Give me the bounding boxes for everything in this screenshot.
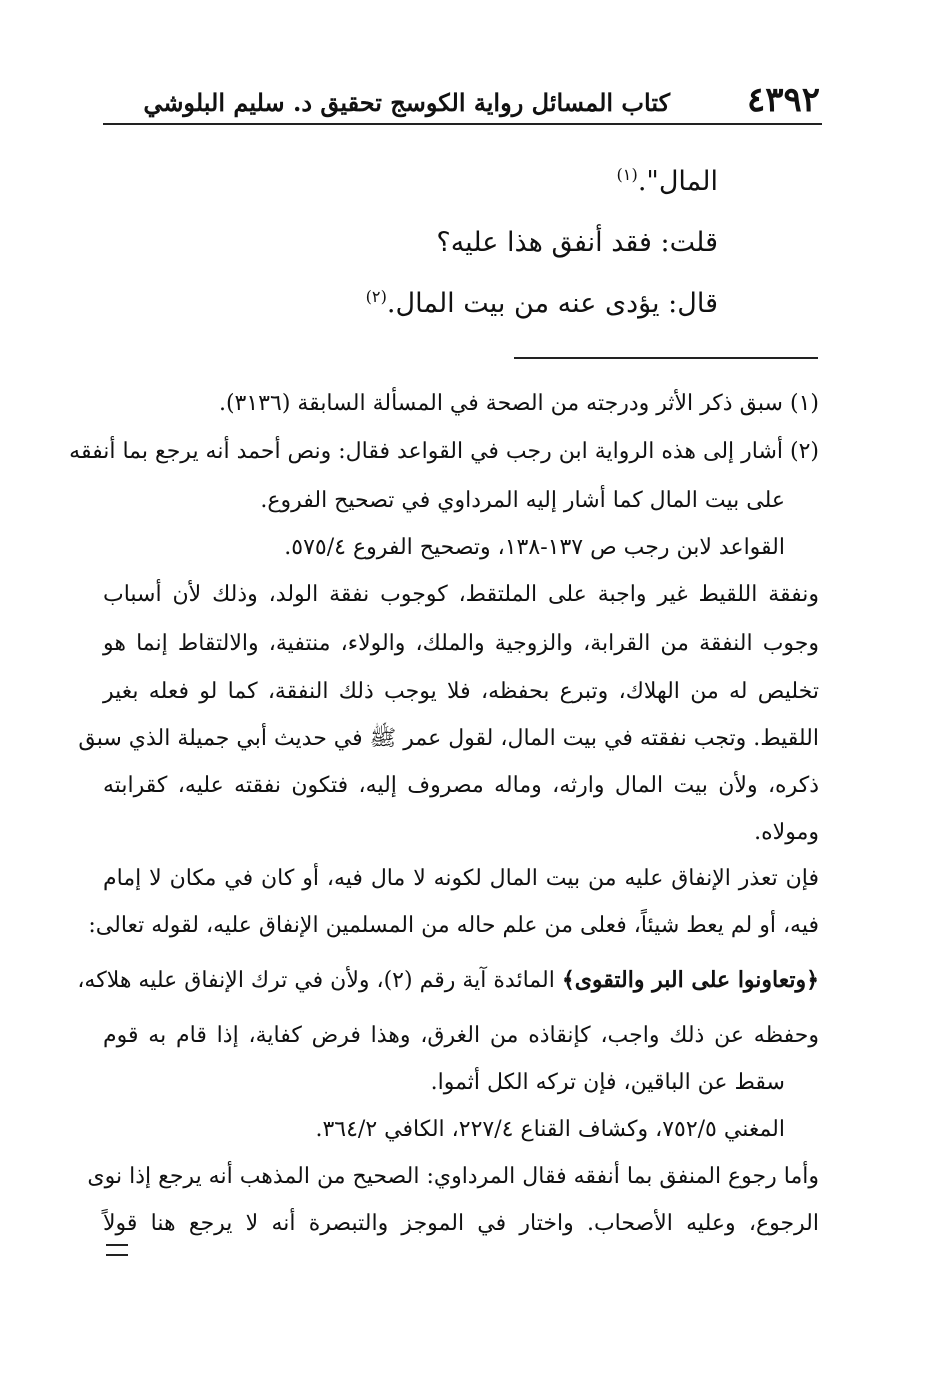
footnote-para-line [77, 960, 819, 1000]
quran-quote: ﴿وتعاونوا على البر والتقوى﴾ [561, 967, 819, 993]
main-line [103, 221, 718, 265]
running-title: كتاب المسائل رواية الكوسج تحقيق د. سليم البلوشي [143, 88, 670, 117]
footnote-marker: (٢) [365, 287, 387, 306]
footnote-separator [514, 357, 818, 359]
footnote-para-line: فإن تعذر الإنفاق عليه من بيت المال لكونه لا مال فيه، أو كان في مكان لا إمام [103, 866, 819, 891]
footnote-text: المائدة آية رقم (٢)، ولأن في ترك الإنفاق عليه هلاكه، [77, 968, 562, 993]
main-line-text: المال". [637, 166, 718, 197]
footnote-para-line: فيه، أو لم يعط شيئاً، فعلى من علم حاله من المسلمين الإنفاق عليه، لقوله تعالى: [88, 913, 819, 938]
footnote-2-line: على بيت المال كما أشار إليه المرداوي في تصحيح الفروع. [260, 488, 785, 513]
header-rule [103, 123, 822, 125]
continuation-mark [106, 1244, 128, 1256]
main-line-text: قلت: فقد أنفق هذا عليه؟ [436, 227, 718, 258]
footnote-para-line: اللقيط. وتجب نفقته في بيت المال، لقول عمر ﷺ في حديث أبي جميلة الذي سبق [78, 726, 819, 751]
footnote-para-line: ومولاه. [754, 820, 819, 845]
footnote-ref: المغني ٧٥٢/٥، وكشاف القناع ٢٢٧/٤، الكافي ٣٦٤/٢. [315, 1117, 785, 1142]
footnote-1: (١) سبق ذكر الأثر ودرجته من الصحة في المسألة السابقة (٣١٣٦). [218, 391, 819, 416]
footnote-para-line: وجوب النفقة من القرابة، والزوجية والملك، والولاء، منتفية، والالتقاط إنما هو [103, 631, 819, 656]
main-line-text: قال: يؤدى عنه من بيت المال. [386, 288, 718, 319]
footnote-para-line: تخليص له من الهلاك، وتبرع بحفظه، فلا يوجب ذلك النفقة، كما لو فعله بغير [103, 679, 819, 704]
footnote-para-line: ذكره، ولأن بيت المال وارثه، وماله مصروف إليه، فتكون نفقته عليه، كقرابته [103, 773, 819, 798]
footnote-para-line: وحفظه عن ذلك واجب، كإنقاذه من الغرق، وهذا فرض كفاية، إذا قام به قوم [103, 1023, 819, 1048]
main-line [103, 160, 718, 204]
footnote-para-line: الرجوع، وعليه الأصحاب. واختار في الموجز والتبصرة أنه لا يرجع هنا قولاً [103, 1211, 819, 1236]
footnote-para-line: وأما رجوع المنفق بما أنفقه فقال المرداوي: الصحيح من المذهب أنه يرجع إذا نوى [87, 1164, 819, 1189]
footnote-2-line: (٢) أشار إلى هذه الرواية ابن رجب في القواعد فقال: ونص أحمد أنه يرجع بما أنفقه [69, 439, 819, 464]
main-line [103, 282, 718, 326]
page-number: ٤٣٩٢ [746, 80, 820, 120]
footnote-para-line: ونفقة اللقيط غير واجبة على الملتقط، كوجوب نفقة الولد، وذلك لأن أسباب [103, 582, 819, 607]
footnote-marker: (١) [616, 165, 638, 184]
footnote-para-line: سقط عن الباقين، فإن تركه الكل أثموا. [430, 1070, 785, 1095]
footnote-2-ref: القواعد لابن رجب ص ١٣٧-١٣٨، وتصحيح الفروع ٥٧٥/٤. [284, 535, 785, 560]
